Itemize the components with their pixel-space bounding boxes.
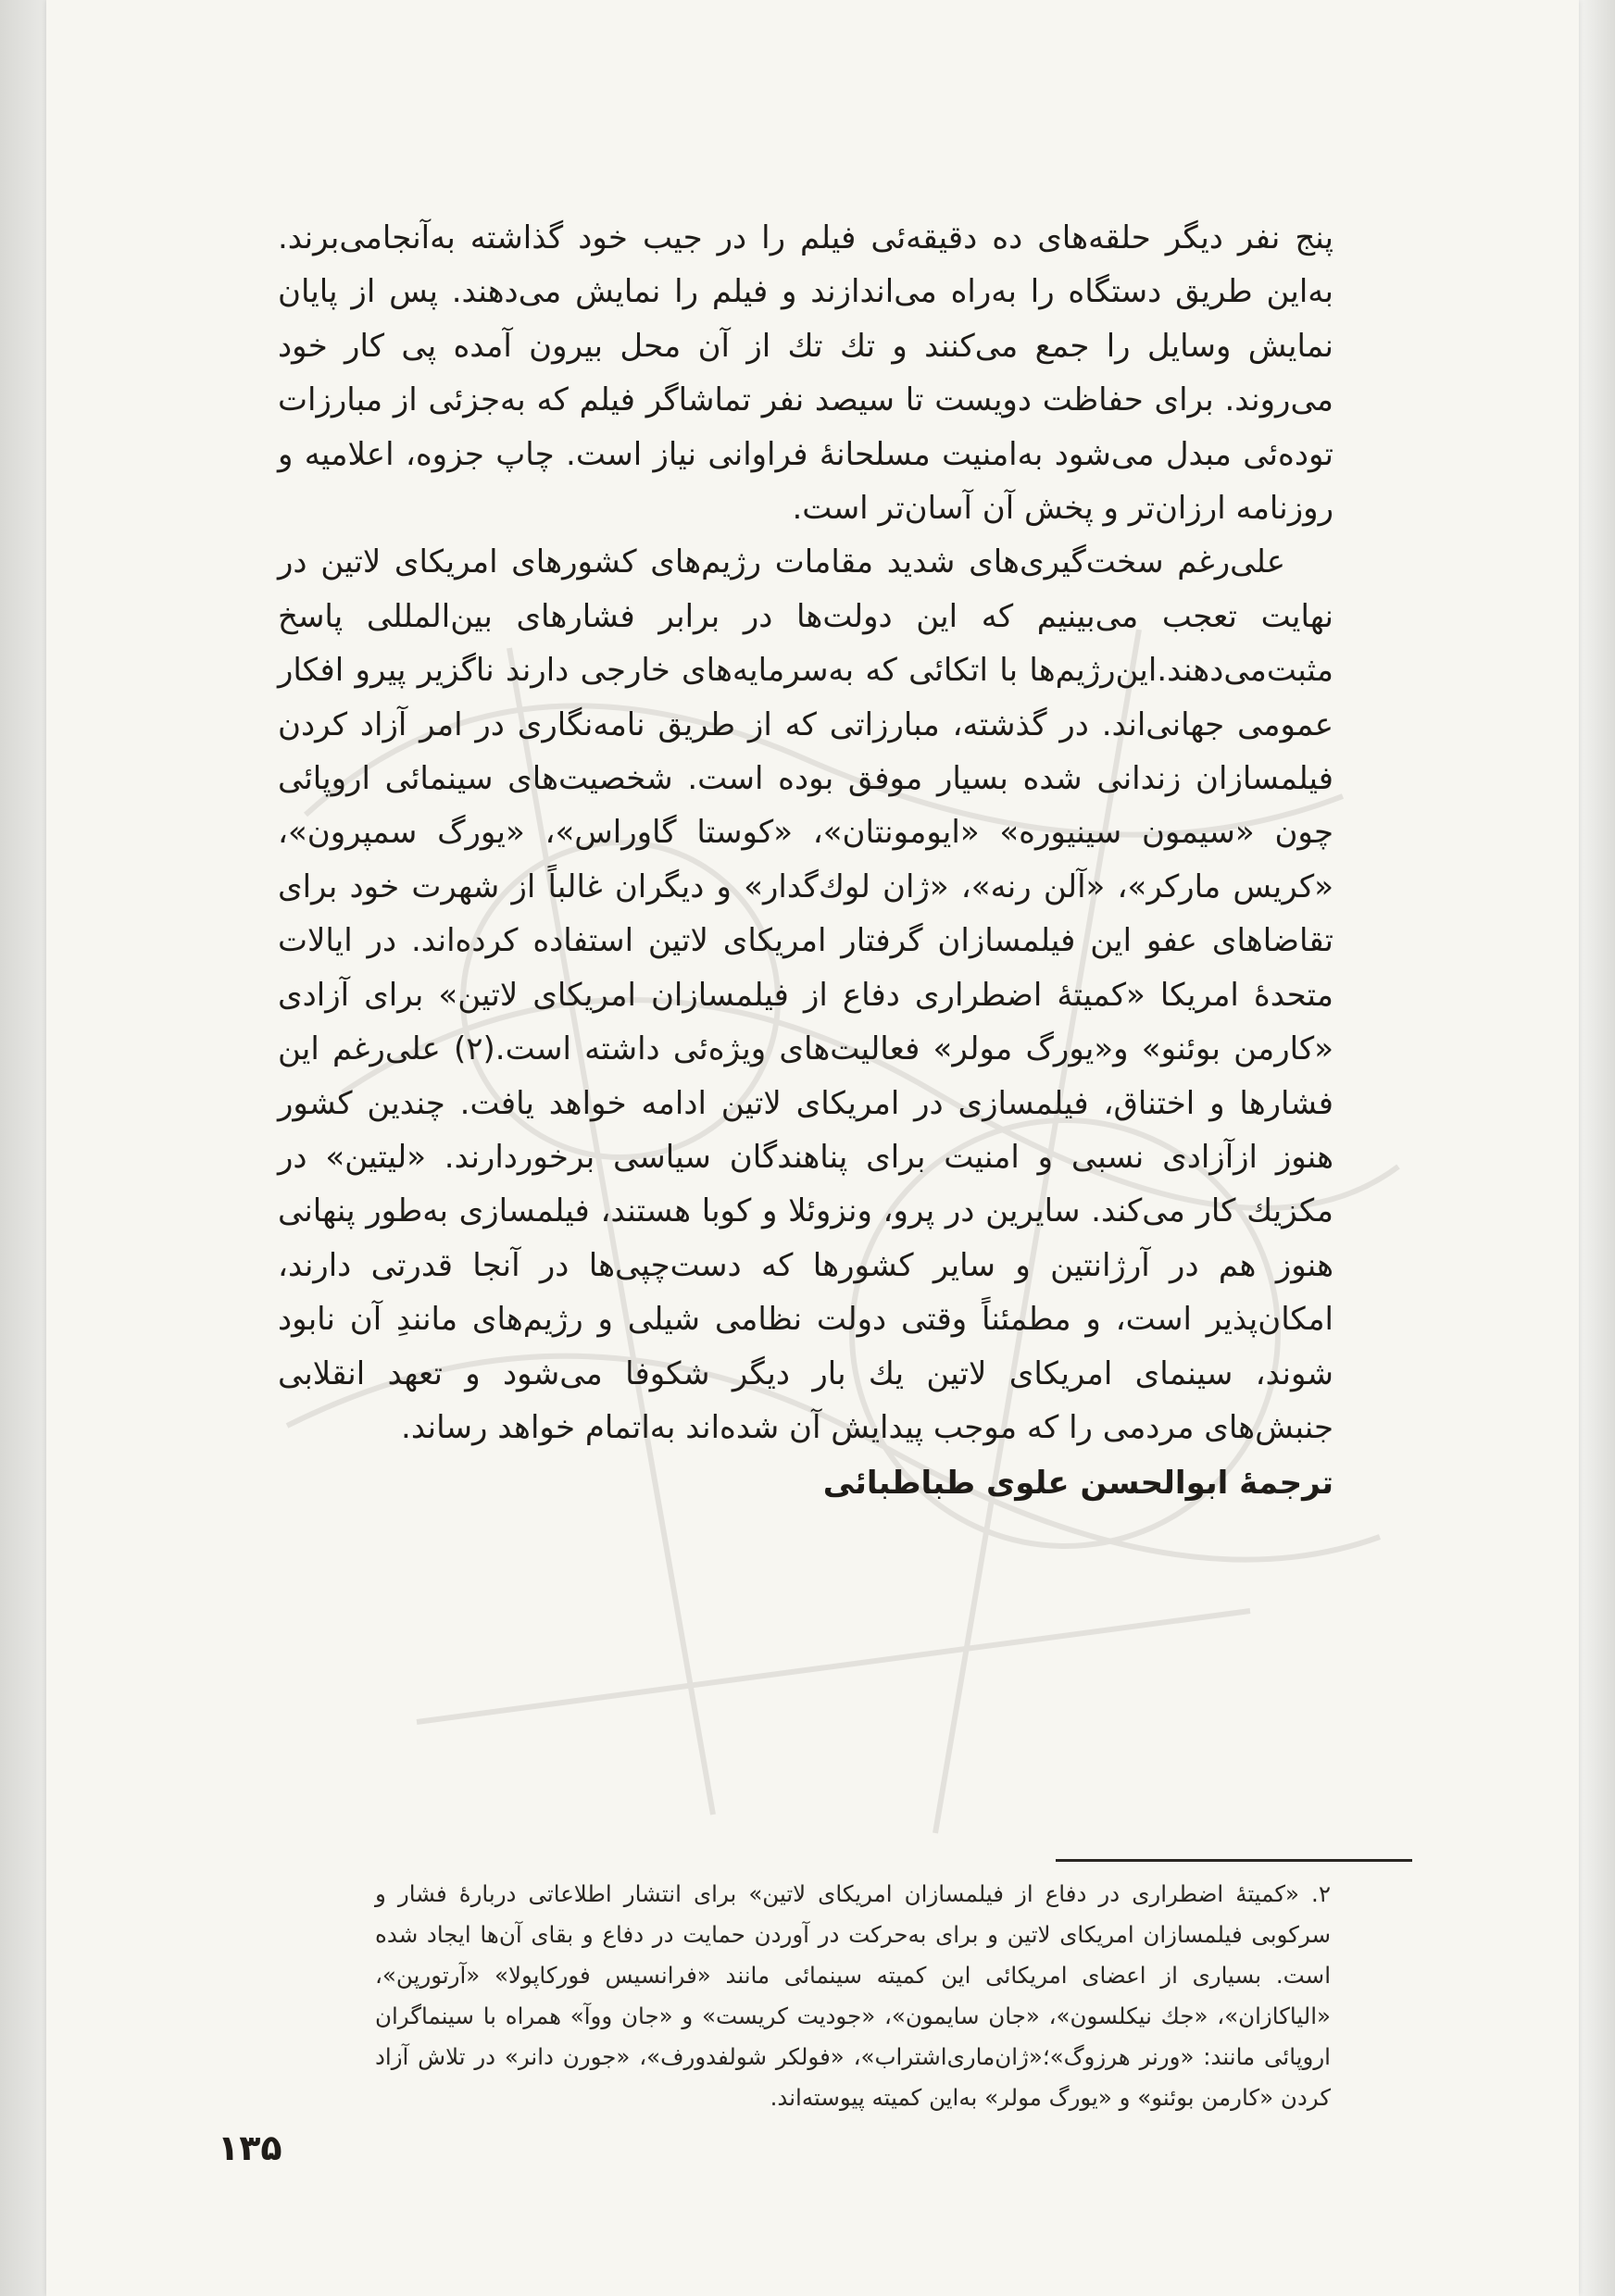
translator-credit: ترجمهٔ ابوالحسن علوی طباطبائی <box>822 1465 1333 1503</box>
book-page <box>46 0 1579 2296</box>
page-number: ۱۳۵ <box>218 2128 282 2168</box>
footnote-2: ۲. «کمیتهٔ اضطراری در دفاع از فیلمسازان امریکای لاتین» برای انتشار اطلاعاتی دربارهٔ فشار و سرکوبی فیلمسازان امریکای لاتین و برای به‌حرکت در آوردن حمایت در دفاع و بقای آن‌ها ایجاد شده است. بسیاری از اعضای امریکائی این کمیته سینمائی مانند «فرانسیس فورکاپولا» «آرتورپن»، «الیاکازان»، «جك نیکلسون»، «جان سایمون»، «جودیت کریست» و «جان ووآ» همراه با سینماگران اروپائی مانند: «ورنر هرزوگ»؛«ژان‌ماری‌اشتراب»، «فولکر شولفدورف»، «جورن دانر» در تلاش آزاد کردن «کارمن بوئنو» و «یورگ مولر» به‌این کمیته پیوسته‌اند. <box>375 1880 1331 2111</box>
paragraph-1: پنج نفر دیگر حلقه‌های ده دقیقه‌ئی فیلم را در جیب خود گذاشته به‌آنجامی‌برند. به‌این طریق دستگاه را به‌راه می‌اندازند و فیلم را نمایش می‌دهند. پس از پایان نمایش وسایل را جمع می‌کنند و تك تك از آن محل بیرون آمده پی کار خود می‌روند. برای حفاظت دویست تا سیصد نفر تماشاگر فیلم که به‌جزئی از مبارزات توده‌ئی مبدل می‌شود به‌امنیت مسلحانهٔ فراوانی نیاز است. چاپ جزوه، اعلامیه و روزنامه ارزان‌تر و پخش آن آسان‌تر است. <box>278 219 1333 528</box>
scanner-right-edge <box>1578 0 1615 2296</box>
footnote-divider <box>1056 1859 1412 1862</box>
body-text <box>278 211 1333 1511</box>
paragraph-2: علی‌رغم سخت‌گیری‌های شدید مقامات رژیم‌های کشورهای امریکای لاتین در نهایت تعجب می‌بینیم که این دولت‌ها در برابر فشارهای بین‌المللی پاسخ مثبت‌می‌دهند.این‌رژیم‌ها با اتکائی که به‌سرمایه‌های خارجی دارند ناگزیر پیرو افکار عمومی جهانی‌اند. در گذشته، مبارزاتی که از طریق نامه‌نگاری در امر آزاد کردن فیلمسازان زندانی شده بسیار موفق بوده است. شخصیت‌های سینمائی اروپائی چون «سیمون سینیوره» «ایومونتان»، «کوستا گاوراس»، «یورگ سمپرون»، «کریس مارکر»، «آلن رنه»، «ژان لوك‌گدار» و دیگران غالباً از شهرت خود برای تقاضاهای عفو این فیلمسازان گرفتار امریکای لاتین استفاده کرده‌اند. در ایالات متحدهٔ امریکا «کمیتهٔ اضطراری دفاع از فیلمسازان امریکای لاتین» برای آزادی «کارمن بوئنو» و«یورگ مولر» فعالیت‌های ویژه‌ئی داشته است.(۲) علی‌رغم این فشارها و اختناق، فیلمسازی در امریکای لاتین ادامه خواهد یافت. چندین کشور هنوز ازآزادی نسبی و امنیت برای پناهندگان سیاسی برخوردارند. «لیتین» در مکزیك کار می‌کند. سایرین در پرو، ونزوئلا و کوبا هستند، فیلمسازی به‌طور پنهانی هنوز هم در آرژانتین و سایر کشورها که دست‌چپی‌ها در آنجا قدرتی دارند، امکان‌پذیر است، و مطمئناً وقتی دولت نظامی شیلی و رژیم‌های مانندِ آن نابود شوند، سینمای امریکای لاتین یك بار دیگر شکوفا می‌شود و تعهد انقلابی جنبش‌های مردمی را که موجب پیدایش آن شده‌اند به‌اتمام خواهد رساند. <box>278 543 1333 1446</box>
